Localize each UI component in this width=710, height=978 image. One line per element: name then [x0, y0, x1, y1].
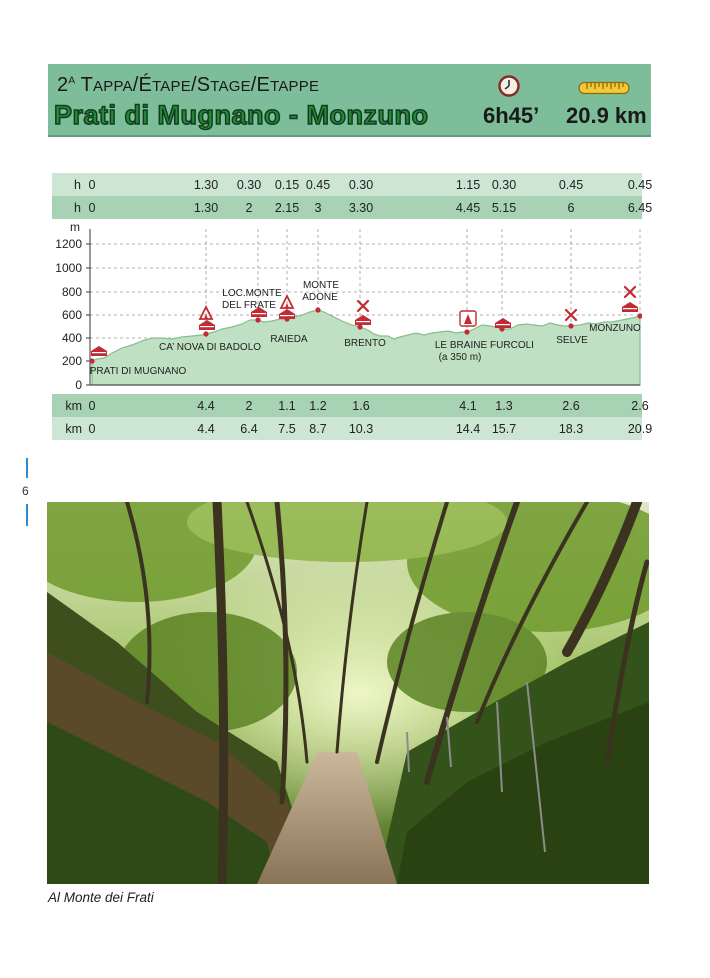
ruler-icon — [578, 81, 630, 95]
place-label: MONTE — [302, 280, 340, 291]
place-label: BRENTO — [344, 338, 386, 349]
row-cell: 2.6 — [631, 399, 649, 413]
row-cell: 2.15 — [274, 201, 300, 215]
stage-number: 2 — [57, 74, 69, 96]
duration: 6h45’ — [483, 103, 540, 128]
km-partial-row — [52, 394, 649, 417]
campsite-sign-icon — [460, 311, 476, 326]
row-cell: 0.45 — [305, 178, 331, 192]
row-cell: 1.30 — [193, 201, 219, 215]
place-label: DEL FRATE — [222, 300, 276, 311]
row-cell: 1.15 — [455, 178, 481, 192]
row-label: km — [65, 399, 82, 413]
y-tick: 1200 — [55, 237, 82, 251]
y-tick: 800 — [61, 285, 82, 299]
stage-word-2-first: É — [138, 74, 153, 96]
row-cell: 6.45 — [627, 201, 653, 215]
y-tick: 400 — [61, 331, 82, 345]
row-label: h — [74, 178, 81, 192]
row-cell: 4.1 — [459, 399, 477, 413]
row-label: h — [74, 201, 81, 215]
waypoint-dot — [89, 358, 94, 363]
row-cell: 0 — [88, 422, 96, 436]
waypoint-dot — [315, 307, 320, 312]
place-label: CA’ NOVA DI BADOLO — [158, 342, 262, 353]
row-cell: 4.4 — [197, 422, 215, 436]
row-cell: 14.4 — [455, 422, 481, 436]
route-title: Prati di Mugnano - Monzuno — [54, 100, 429, 130]
place-label: LOC.MONTE — [222, 288, 282, 299]
profile-chart — [52, 219, 642, 393]
photo-caption: Al Monte dei Frati — [48, 890, 154, 905]
row-cell: 6 — [567, 201, 575, 215]
y-tick: 0 — [75, 378, 82, 392]
place-label: ADONE — [302, 292, 338, 303]
row-cell: 18.3 — [558, 422, 584, 436]
row-cell: 7.5 — [278, 422, 296, 436]
stage-word-3-first: S — [196, 74, 211, 96]
page-number: 6 — [22, 484, 29, 498]
place-label: RAIEDA — [270, 334, 308, 345]
stage-word-1-first: T — [80, 74, 94, 96]
place-label: PRATI DI MUGNANO — [89, 366, 187, 377]
y-tick: 200 — [61, 354, 82, 368]
row-cell: 0 — [88, 201, 96, 215]
waypoint-dot — [255, 317, 260, 322]
row-cell: 1.3 — [495, 399, 513, 413]
row-cell: 4.4 — [197, 399, 215, 413]
row-cell: 0.45 — [558, 178, 584, 192]
page-marker-bar-bottom — [26, 504, 28, 526]
place-label: MONZUNO — [589, 323, 641, 334]
stage-heading: $2^A$ TAPPA/ÉTAPE/STAGE/ETAPPE — [57, 74, 320, 96]
waypoint-dot — [568, 323, 573, 328]
row-cell: 15.7 — [491, 422, 517, 436]
y-tick: 600 — [61, 308, 82, 322]
row-cell: 0.30 — [348, 178, 374, 192]
row-cell: 2 — [245, 399, 253, 413]
clock-icon — [498, 75, 520, 97]
row-cell: 0.30 — [491, 178, 517, 192]
row-cell: 3.30 — [348, 201, 374, 215]
place-label: FURCOLI — [490, 340, 534, 351]
row-cell: 0.15 — [274, 178, 300, 192]
row-cell: 1.30 — [193, 178, 219, 192]
row-cell: 20.9 — [627, 422, 653, 436]
place-label: SELVE — [556, 335, 588, 346]
stage-word-1-rest: APPA — [93, 78, 133, 95]
waypoint-dot — [464, 329, 469, 334]
forest-path-photo — [47, 502, 649, 884]
row-cell: 0.45 — [627, 178, 653, 192]
place-label: LE BRAINE — [434, 340, 488, 351]
time-partial-row — [52, 173, 653, 196]
y-tick: 1000 — [55, 261, 82, 275]
y-unit: m — [70, 220, 80, 234]
stage-banner — [48, 64, 651, 137]
row-cell: 6.4 — [240, 422, 258, 436]
row-cell: 1.1 — [278, 399, 296, 413]
stage-word-3-rest: TAGE — [210, 78, 251, 95]
row-cell: 2 — [245, 201, 253, 215]
distance: 20.9 km — [566, 103, 647, 128]
time-cumulative-row — [52, 196, 653, 219]
row-cell: 10.3 — [348, 422, 374, 436]
row-cell: 8.7 — [309, 422, 327, 436]
waypoint-dot — [357, 324, 362, 329]
stage-sup: A — [68, 75, 76, 87]
row-cell: 2.6 — [562, 399, 580, 413]
stage-word-4-first: E — [256, 74, 271, 96]
row-cell: 1.2 — [309, 399, 327, 413]
row-cell: 3 — [314, 201, 322, 215]
row-cell: 0.30 — [236, 178, 262, 192]
stage-word-4-rest: TAPPE — [270, 78, 320, 95]
elevation-profile — [52, 173, 653, 441]
stage-word-2-rest: TAPE — [152, 78, 191, 95]
photo-illustration — [47, 502, 649, 884]
waypoint-dot — [203, 331, 208, 336]
place-label: (a 350 m) — [438, 352, 482, 363]
row-label: km — [65, 422, 82, 436]
km-cumulative-row — [52, 417, 653, 440]
row-cell: 4.45 — [455, 201, 481, 215]
page-marker-bar-top — [26, 458, 28, 478]
row-cell: 0 — [88, 178, 96, 192]
row-cell: 0 — [88, 399, 96, 413]
row-cell: 5.15 — [491, 201, 517, 215]
row-cell: 1.6 — [352, 399, 370, 413]
